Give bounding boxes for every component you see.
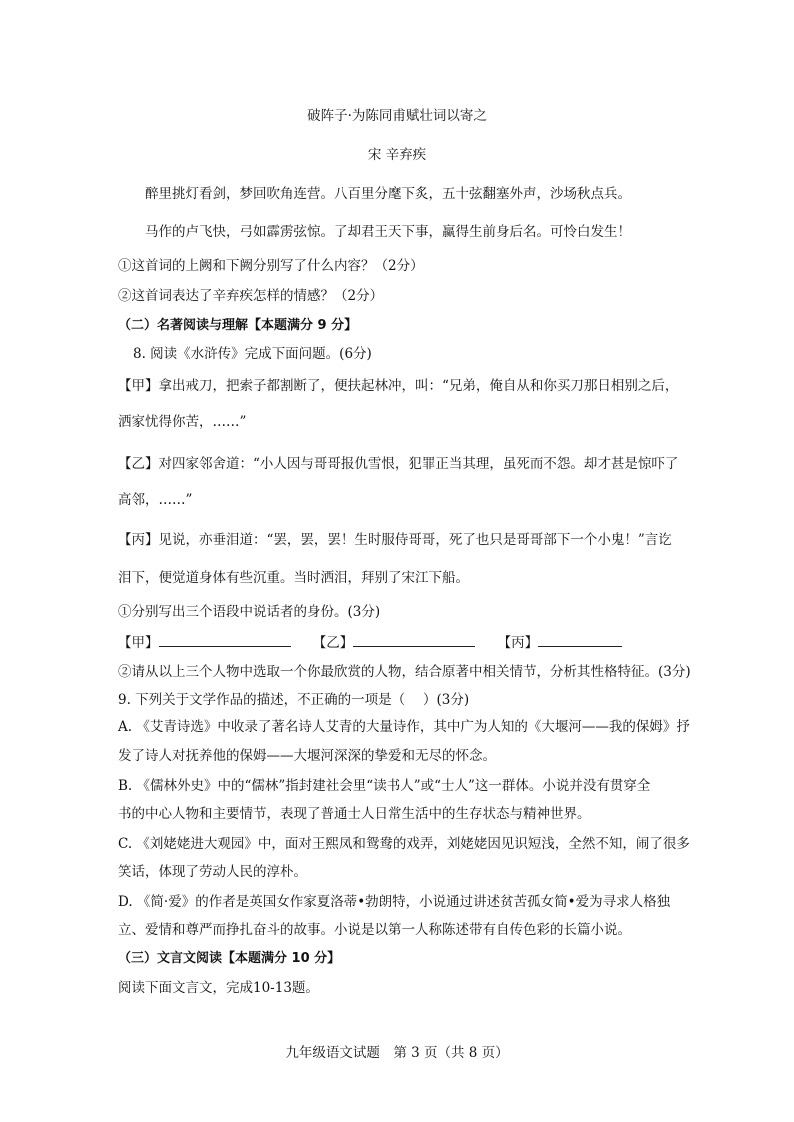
section-3-heading: （三）文言文阅读【本题满分 10 分】 xyxy=(118,951,341,966)
option-c-line-1: C. 《刘姥姥进大观园》中，面对王熙凤和鸳鸯的戏弄，刘姥姥因见识短浅，全然不知，闹了很多 xyxy=(118,836,690,852)
poem-question-2: ②这首词表达了辛弃疾怎样的情感？（2分） xyxy=(118,288,384,304)
poem-title: 破阵子·为陈同甫赋壮词以寄之 xyxy=(307,108,487,124)
passage-yi-line-2: 高邻，……” xyxy=(118,492,193,508)
question-9-stem: 9. 下列关于文学作品的描述，不正确的一项是（ ）(3分) xyxy=(118,692,470,708)
poem-question-1: ①这首词的上阙和下阙分别写了什么内容？（2分） xyxy=(118,258,424,274)
option-b-line-1: B. 《儒林外史》中的“儒林”指封建社会里“读书人”或“士人”这一群体。小说并没有贯穿全 xyxy=(118,778,651,794)
question-8-sub-1: ①分别写出三个语段中说话者的身份。(3分) xyxy=(118,604,381,620)
section-3-intro: 阅读下面文言文，完成10-13题。 xyxy=(118,980,319,996)
answer-blank-yi[interactable] xyxy=(353,632,475,647)
blank-label-jia: 【甲】 xyxy=(118,635,159,651)
question-8-sub-2: ②请从以上三个人物中选取一个你最欣赏的人物，结合原著中相关情节，分析其性格特征。(3分) xyxy=(118,664,691,680)
passage-yi-line-1: 【乙】对四家邻舍道：“小人因与哥哥报仇雪恨，犯罪正当其理，虽死而不怨。却才甚是惊吓了 xyxy=(118,456,679,472)
question-8: 8. 阅读《水浒传》完成下面问题。(6分) xyxy=(133,346,372,362)
poem-line-1: 醉里挑灯看剑，梦回吹角连营。八百里分麾下炙，五十弦翻塞外声，沙场秋点兵。 xyxy=(145,186,631,202)
passage-jia-line-2: 洒家忧得你苦，……” xyxy=(118,414,247,430)
blank-label-yi: 【乙】 xyxy=(312,635,354,651)
answer-blank-jia[interactable] xyxy=(159,632,291,647)
option-d-line-2: 立、爱情和尊严而挣扎奋斗的故事。小说是以第一人称陈述带有自传色彩的长篇小说。 xyxy=(118,922,631,938)
passage-bing-line-1: 【丙】见说，亦垂泪道：“罢，罢，罢！生时服侍哥哥，死了也只是哥哥部下一个小鬼！”言讫 xyxy=(118,532,672,548)
poem-line-2: 马作的卢飞快，弓如霹雳弦惊。了却君王天下事，赢得生前身后名。可怜白发生！ xyxy=(145,224,631,240)
poem-author: 宋 辛弃疾 xyxy=(367,147,427,163)
section-2-heading: （二）名著阅读与理解【本题满分 9 分】 xyxy=(118,318,358,333)
option-a-line-1: A. 《艾青诗选》中收录了著名诗人艾青的大量诗作，其中广为人知的《大堰河——我的保姆》抒 xyxy=(118,719,690,735)
option-b-line-2: 书的中心人物和主要情节，表现了普通士人日常生活中的生存状态与精神世界。 xyxy=(118,806,591,822)
option-c-line-2: 笑话，体现了劳动人民的淳朴。 xyxy=(118,864,307,880)
page-footer: 九年级语文试题 第 3 页（共 8 页） xyxy=(285,1045,509,1061)
passage-jia-line-1: 【甲】拿出戒刀，把索子都割断了，便扶起林冲，叫：“兄弟，俺自从和你买刀那日相别之后， xyxy=(118,378,679,394)
passage-bing-line-2: 泪下，便觉道身体有些沉重。当时洒泪，拜别了宋江下船。 xyxy=(118,570,469,586)
answer-blank-bing[interactable] xyxy=(538,632,622,647)
blank-label-bing: 【丙】 xyxy=(497,635,539,651)
option-a-line-2: 发了诗人对抚养他的保姆——大堰河深深的挚爱和无尽的怀念。 xyxy=(118,748,496,764)
answer-blanks-row xyxy=(118,632,622,653)
option-d-line-1: D. 《简·爱》的作者是英国女作家夏洛蒂•勃朗特，小说通过讲述贫苦孤女简•爱为寻求人格独 xyxy=(118,894,671,910)
